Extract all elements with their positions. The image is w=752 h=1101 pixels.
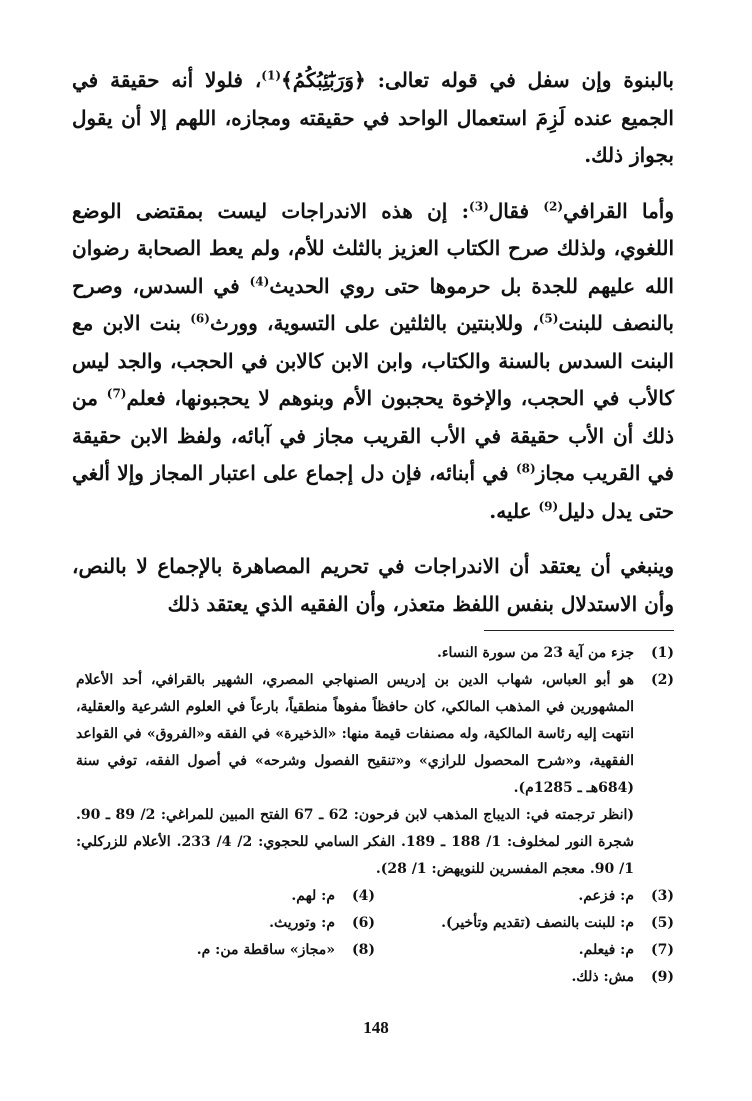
footnote-ref-2[interactable]: (2) bbox=[543, 198, 564, 213]
footnote-ref-8[interactable]: (8) bbox=[515, 461, 536, 476]
footnote-6 bbox=[76, 910, 375, 937]
footnote-2 bbox=[76, 667, 674, 802]
footnote-number: (1) bbox=[651, 645, 674, 661]
footnote-7 bbox=[375, 937, 674, 964]
text-run: من ذلك أن الأب حقيقة في الأب القريب مجاز في آبائه، ولفظ الابن حقيقة في القريب مجاز bbox=[72, 386, 674, 485]
page-number: 148 bbox=[363, 1018, 389, 1037]
footnote-ref-6[interactable]: (6) bbox=[190, 311, 210, 326]
footnote-row bbox=[76, 910, 674, 937]
footnote-number: (8) bbox=[352, 942, 375, 958]
footnote-3 bbox=[375, 883, 674, 910]
footnote-ref-7[interactable]: (7) bbox=[106, 386, 127, 401]
footnote-ref-3[interactable]: (3) bbox=[469, 198, 489, 213]
footnote-row bbox=[76, 937, 674, 964]
footnote-text: «مجاز» ساقطة من: م. bbox=[196, 942, 335, 958]
footnote-number: (2) bbox=[651, 672, 674, 688]
footnote-ref-9[interactable]: (9) bbox=[538, 498, 559, 513]
text-run: وأما القرافي bbox=[563, 198, 675, 223]
text-run: في السدس، وصرح بالنصف للبنت bbox=[72, 273, 674, 335]
footnote-text: م: للبنت بالنصف (تقديم وتأخير). bbox=[441, 915, 634, 931]
footnote-8 bbox=[76, 937, 375, 964]
text-run: : إن هذه الاندراجات ليست بمقتضى الوضع اللغوي، ولذلك صرح الكتاب العزيز بالثلث للأم، ولم يعط الصحابة رضوان الله عليهم للجدة بل حرموها حتى روي الحديث bbox=[72, 198, 674, 298]
text-run: في أبنائه، فإن دل إجماع على اعتبار المجاز وإلا ألغي حتى يدل دليل bbox=[72, 461, 674, 523]
text-run: ، فلولا أنه حقيقة في الجميع عنده لَزِمَ استعمال الواحد في حقيقته ومجازه، اللهم إلا أن يقول بجواز ذلك. bbox=[72, 68, 674, 167]
footnote-text: م: لهم. bbox=[291, 888, 335, 904]
footnote-text: جزء من آية 23 من سورة النساء. bbox=[437, 645, 634, 661]
paragraph-3: وينبغي أن يعتقد أن الاندراجات في تحريم المصاهرة بالإجماع لا بالنص، وأن الاستدلال بنفس اللفظ متعذر، وأن الفقيه الذي يعتقد ذلك bbox=[72, 554, 675, 616]
footnote-number: (4) bbox=[352, 888, 375, 904]
text-run: ، وللابنتين بالثلثين على التسوية، وورث bbox=[209, 311, 539, 335]
quran-citation: ﴿وَرَبَٰٓئِبُكُمُ﴾ bbox=[281, 68, 366, 92]
footnotes bbox=[76, 640, 674, 991]
footnote-1 bbox=[76, 640, 674, 667]
footnote-number: (7) bbox=[651, 942, 674, 958]
footnote-text: م: وتوريث. bbox=[269, 915, 335, 931]
text-run: فقال bbox=[488, 198, 544, 223]
footnote-9 bbox=[76, 964, 674, 991]
paragraph-2 bbox=[72, 193, 674, 531]
footnote-number: (9) bbox=[651, 969, 674, 985]
footnote-ref-1[interactable]: (1) bbox=[261, 68, 282, 83]
text-run: عليه. bbox=[489, 498, 539, 523]
footnote-ref-5[interactable]: (5) bbox=[538, 311, 559, 326]
footnote-ref-4[interactable]: (4) bbox=[249, 273, 270, 288]
footnote-text: م: فزعم. bbox=[578, 888, 634, 904]
footnote-4 bbox=[76, 883, 375, 910]
footnote-number: (3) bbox=[651, 888, 674, 904]
footnote-2-references: (انظر ترجمته في: الديباج المذهب لابن فرحون: 62 ـ 67 الفتح المبين للمراغي: 2/ 89 ـ 90. شجرة النور لمخلوف: 1/ 188 ـ 189. الفكر السامي للحجوي: 2/ 4/ 233. الأعلام للزركلي: 1/ 90. معجم المفسرين للنويهض: 1/ 28). bbox=[76, 807, 634, 877]
footnote-text: هو أبو العباس، شهاب الدين بن إدريس الصنهاجي المصري، الشهير بالقرافي، أحد الأعلام المشهورين في المذهب المالكي، كان حافظاً مفوهاً منطقياً، بارعاً في العلوم الشرعية والعقلية، انتهت إليه رئاسة المالكية، وله مصنفات قيمة منها: «الذخيرة» في الفقه و«الفروق» في القواعد الفقهية، و«شرح المحصول للرازي» و«تنقيح الفصول وشرحه» في أصول الفقه، توفي سنة (684هـ ـ 1285م). bbox=[76, 672, 634, 796]
footnote-text: مش: ذلك. bbox=[571, 969, 634, 985]
footnote-divider bbox=[484, 630, 674, 631]
main-text bbox=[72, 62, 674, 641]
footnote-number: (6) bbox=[352, 915, 375, 931]
text-run: بالبنوة وإن سفل في قوله تعالى: bbox=[377, 68, 674, 92]
footnote-text: م: فيعلم. bbox=[578, 942, 634, 958]
paragraph-1 bbox=[72, 62, 674, 175]
footnote-5 bbox=[375, 910, 674, 937]
footnote-number: (5) bbox=[651, 915, 674, 931]
text-run: بنت الابن مع البنت السدس بالسنة والكتاب، وابن الابن كالابن في الحجب، والجد ليس كالأب في الحجب، والإخوة يحجبون الأم وبنوهم لا يحجبونها، فعلم bbox=[72, 311, 674, 410]
footnote-row bbox=[76, 883, 674, 910]
